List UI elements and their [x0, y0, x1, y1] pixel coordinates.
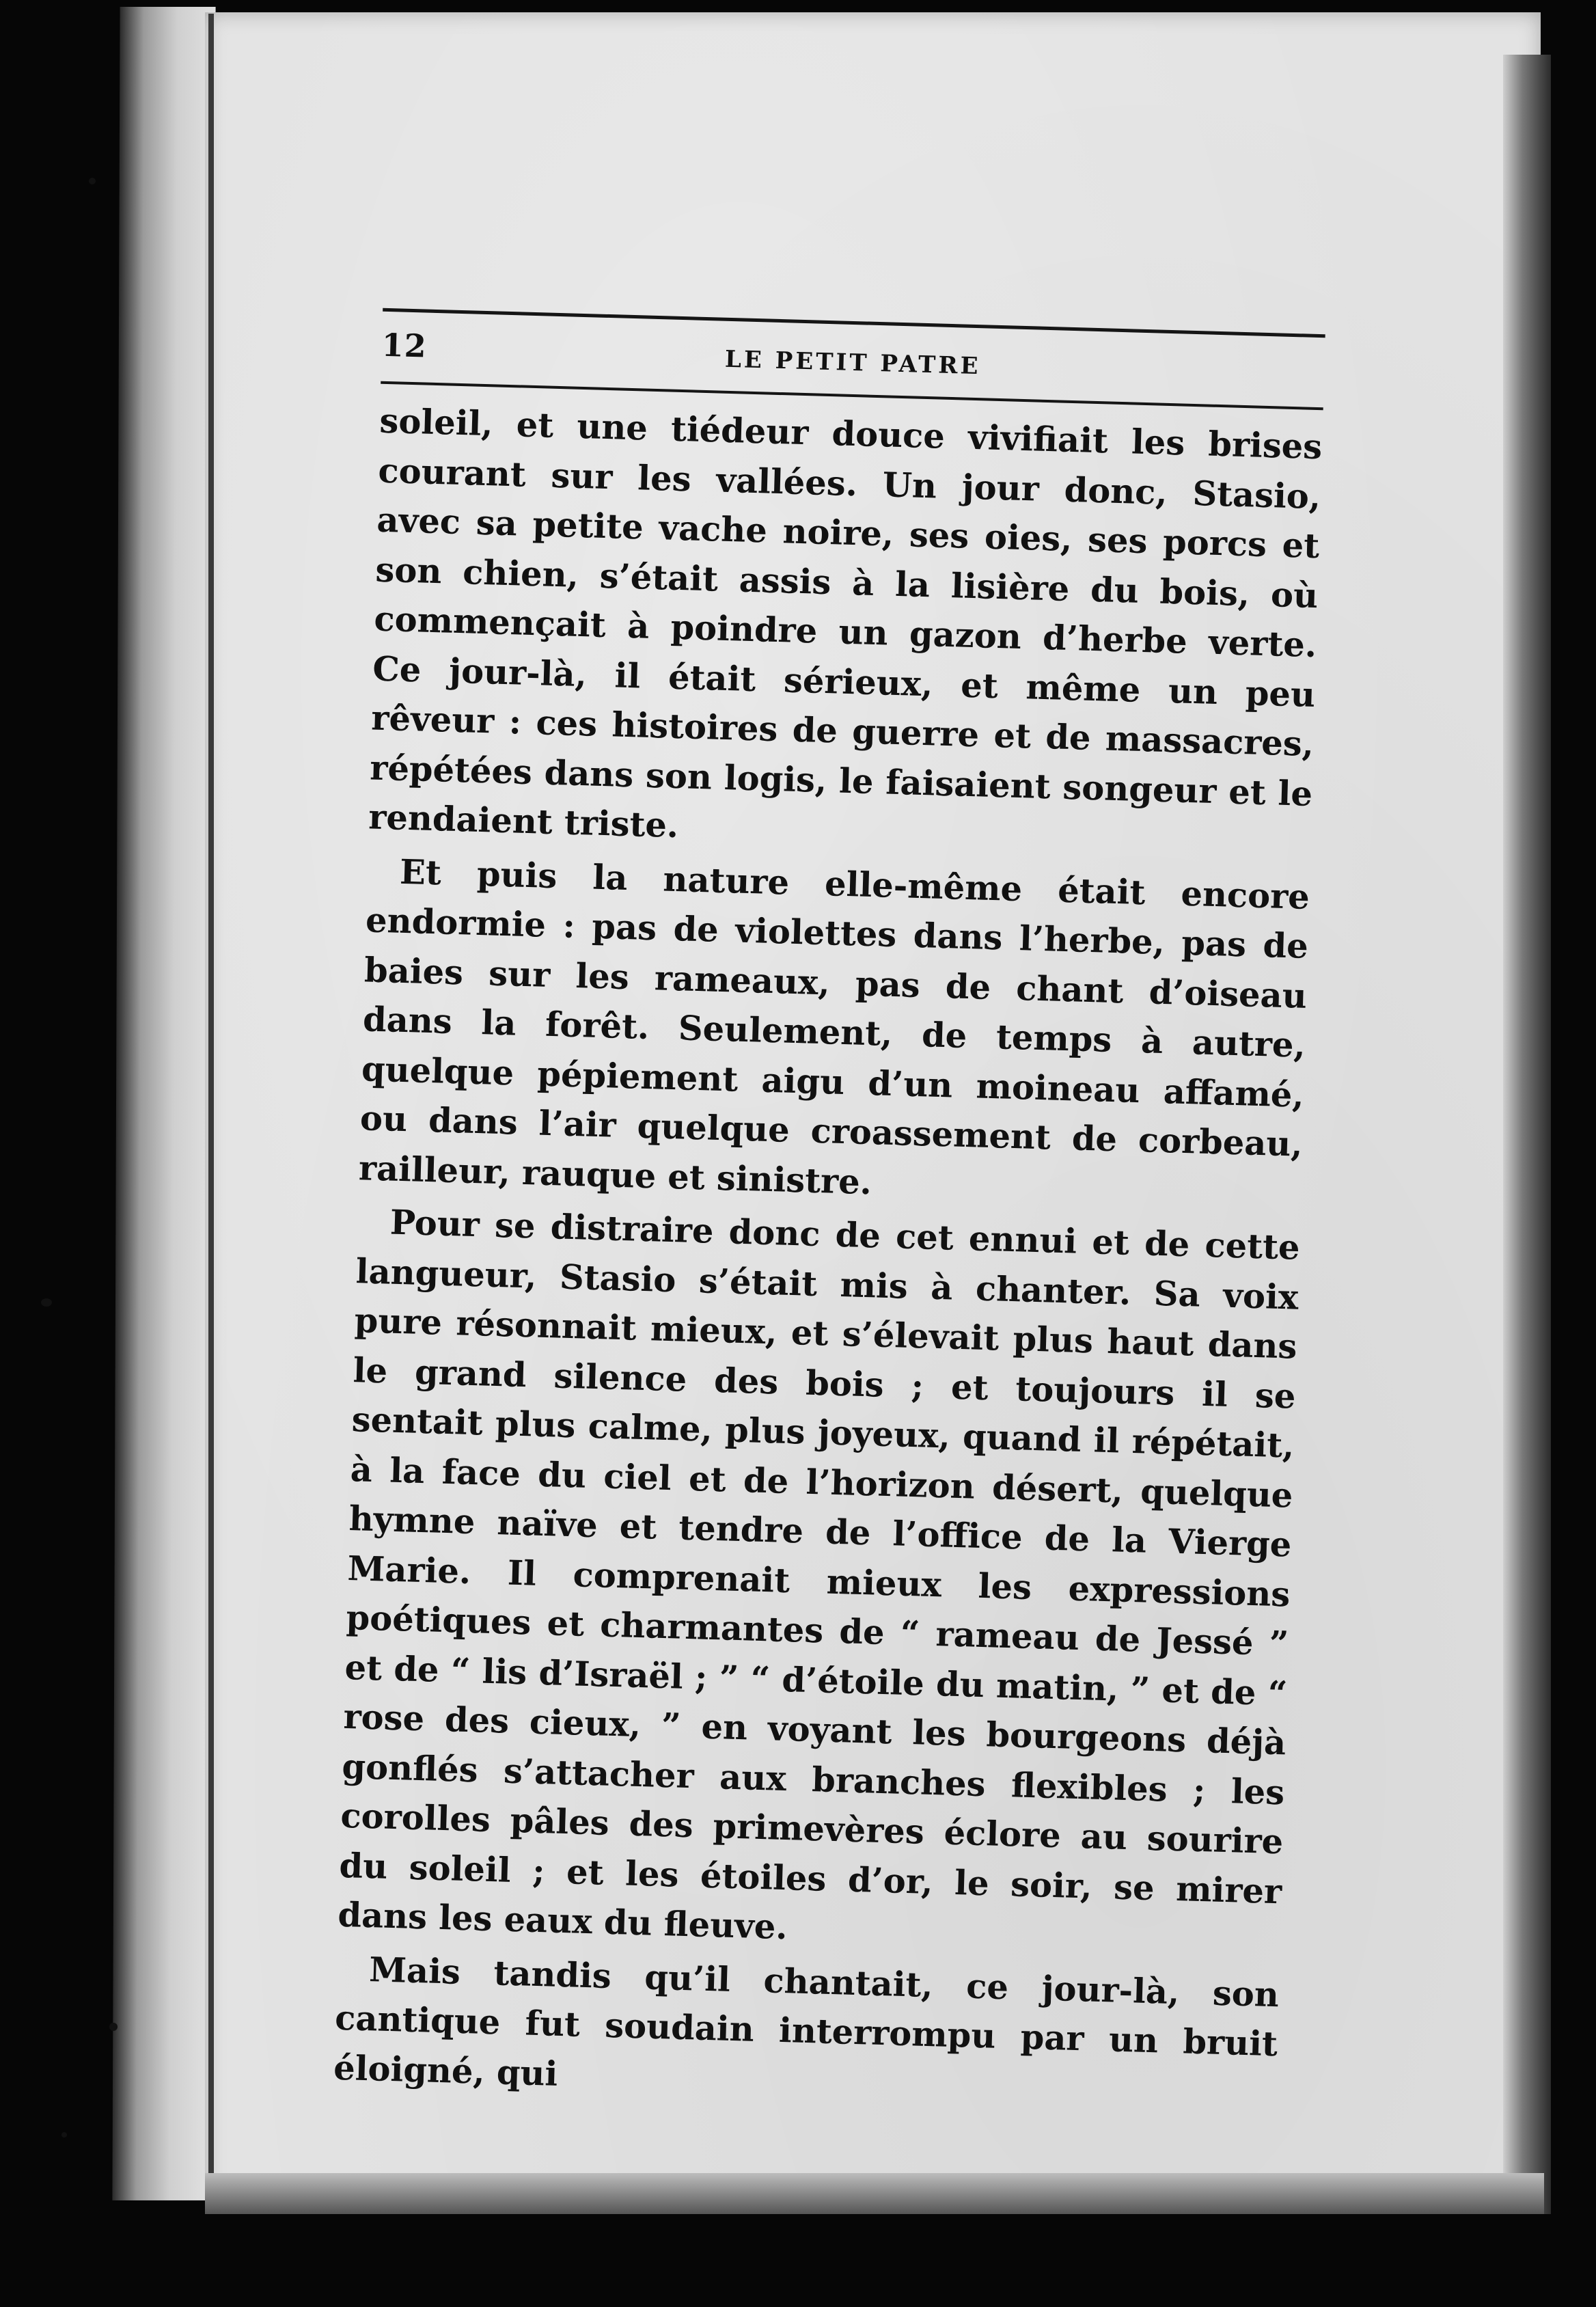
paragraph: Pour se distraire donc de cet ennui et de cette langueur, Stasio s’était mis à chanter. Sa voix pure résonnait mieux, et s’élevait plus haut dans le grand silence des bois ; et toujours il se sentait plus calme, plus joyeux, quand il répétait, à la face du ciel et de l’horizon désert, quelque hymne naïve et tendre de l’office de la Vierge Marie. Il comprenait mieux les expressions poétiques et charmantes de “ rameau de Jessé ” et de “ lis d’Israël ; ” “ d’étoile du matin, ” et de “ rose des cieux, ” en voyant les bourgeons déjà gonflés s’attacher aux branches flexibles ; les corolles pâles des primevères éclore au sourire du soleil ; et les étoiles d’or, le soir, se mirer dans les eaux du fleuve.	[337, 1202, 1301, 1948]
scan-speck	[41, 1298, 52, 1307]
scan-speck	[109, 2023, 118, 2031]
running-head: LE PETIT PATRE	[724, 345, 982, 381]
paragraph: Mais tandis qu’il chantait, ce jour-là, son cantique fut soudain interrompu par un bruit éloigné, qui	[333, 1949, 1280, 2094]
scan-speck	[61, 2132, 67, 2138]
bottom-page-edge	[205, 2173, 1544, 2214]
scan-speck	[89, 178, 96, 185]
page-header	[381, 324, 1325, 394]
paragraph: soleil, et une tiédeur douce vivifiait les brises courant sur les vallées. Un jour donc, Stasio, avec sa petite vache noire, ses oies, ses porcs et son chien, s’était assis à la lisière du bois, où commençait à poindre un gazon d’herbe verte. Ce jour-là, il était sérieux, et même un peu rêveur : ces histoires de guerre et de massacres, répétées dans son logis, le faisaient songeur et le rendaient triste.	[368, 400, 1323, 846]
binding-edge	[112, 7, 215, 2200]
page-number: 12	[381, 326, 428, 365]
right-page-edge	[1503, 55, 1551, 2214]
page-content	[333, 308, 1325, 2119]
page-border-line	[208, 14, 214, 2200]
paragraph: Et puis la nature elle-même était encore endormie : pas de violettes dans l’herbe, pas de baies sur les rameaux, pas de chant d’oiseau dans la forêt. Seulement, de temps à autre, quelque pépiement aigu d’un moineau affamé, ou dans l’air quelque croassement de corbeau, railleur, rauque et sinistre.	[358, 851, 1310, 1202]
